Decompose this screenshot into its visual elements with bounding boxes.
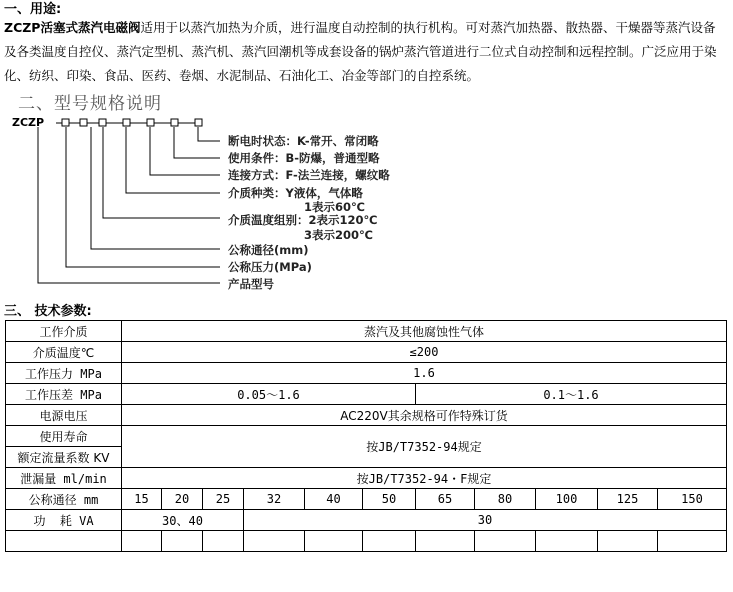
dn-cell: 80 bbox=[475, 489, 536, 510]
empty-cell bbox=[598, 531, 658, 552]
table-row bbox=[6, 510, 727, 531]
row-label-voltage: 电源电压 bbox=[6, 405, 122, 426]
table-row bbox=[6, 426, 727, 447]
value-power-b: 30 bbox=[244, 510, 727, 531]
table-row bbox=[6, 363, 727, 384]
dn-cell: 100 bbox=[536, 489, 598, 510]
empty-cell bbox=[162, 531, 203, 552]
table-row bbox=[6, 489, 727, 510]
row-label-medium: 工作介质 bbox=[6, 321, 122, 342]
dn-cell: 32 bbox=[244, 489, 305, 510]
row-label-leak: 泄漏量 ml/min bbox=[6, 468, 122, 489]
product-name: ZCZP活塞式蒸汽电磁阀 bbox=[4, 20, 141, 35]
value-temp: ≤200 bbox=[122, 342, 727, 363]
empty-cell bbox=[658, 531, 727, 552]
tech-params-heading: 三、 技术参数: bbox=[4, 304, 92, 319]
empty-cell bbox=[122, 531, 162, 552]
table-row bbox=[6, 321, 727, 342]
label-temp-1: 1表示60℃ bbox=[304, 200, 365, 214]
empty-cell bbox=[6, 531, 122, 552]
value-medium: 蒸汽及其他腐蚀性气体 bbox=[122, 321, 727, 342]
value-power-a: 30、40 bbox=[122, 510, 244, 531]
usage-heading: 一、用途: bbox=[4, 2, 62, 17]
value-leak: 按JB/T7352-94・F规定 bbox=[122, 468, 727, 489]
dn-cell: 40 bbox=[305, 489, 363, 510]
row-label-power: 功 耗 VA bbox=[6, 510, 122, 531]
dn-cell: 15 bbox=[122, 489, 162, 510]
row-label-diff: 工作压差 MPa bbox=[6, 384, 122, 405]
label-medium-type: 介质种类：Y液体，气体略 bbox=[228, 186, 363, 200]
empty-cell bbox=[363, 531, 416, 552]
dn-cell: 65 bbox=[416, 489, 475, 510]
dn-cell: 50 bbox=[363, 489, 416, 510]
label-product-model: 产品型号 bbox=[228, 277, 274, 291]
model-code: ZCZP bbox=[12, 116, 45, 129]
table-row bbox=[6, 405, 727, 426]
model-spec-heading: 二、型号规格说明 bbox=[18, 94, 162, 114]
label-connection: 连接方式：F-法兰连接，螺纹略 bbox=[228, 168, 390, 182]
empty-cell bbox=[536, 531, 598, 552]
dn-cell: 125 bbox=[598, 489, 658, 510]
label-nominal-pressure: 公称压力(MPa) bbox=[228, 260, 312, 274]
empty-cell bbox=[305, 531, 363, 552]
row-label-kv: 额定流量系数 KV bbox=[6, 447, 122, 468]
empty-cell bbox=[203, 531, 244, 552]
dn-cell: 20 bbox=[162, 489, 203, 510]
row-label-dn: 公称通径 mm bbox=[6, 489, 122, 510]
table-row bbox=[6, 531, 727, 552]
usage-text: 适用于以蒸汽加热为介质，进行温度自动控制的执行机构。可对蒸汽加热器、散热器、干燥器等蒸汽设备及各类温度自控仪、蒸汽定型机、蒸汽机、蒸汽回潮机等成套设备的锅炉蒸汽管道进行二位式自动控制和远程控制。广泛应用于染化、纺织、印染、食品、医药、卷烟、水泥制品、石油化工、冶金等部门的自控系统。 bbox=[4, 20, 717, 83]
dn-cell: 25 bbox=[203, 489, 244, 510]
label-usage-condition: 使用条件：B-防爆，普通型略 bbox=[228, 151, 380, 165]
value-diff-b: 0.1～1.6 bbox=[416, 384, 727, 405]
label-temp-3: 3表示200℃ bbox=[304, 228, 373, 242]
row-label-pressure: 工作压力 MPa bbox=[6, 363, 122, 384]
row-label-temp: 介质温度℃ bbox=[6, 342, 122, 363]
value-diff-a: 0.05～1.6 bbox=[122, 384, 416, 405]
label-nominal-diameter: 公称通径(mm) bbox=[228, 243, 309, 257]
empty-cell bbox=[416, 531, 475, 552]
row-label-life: 使用寿命 bbox=[6, 426, 122, 447]
table-row bbox=[6, 384, 727, 405]
label-power-off-state: 断电时状态：K-常开、常闭略 bbox=[228, 134, 379, 148]
value-pressure: 1.6 bbox=[122, 363, 727, 384]
empty-cell bbox=[244, 531, 305, 552]
tech-params-table bbox=[5, 320, 727, 552]
label-temp-group: 介质温度组别：2表示120℃ bbox=[228, 213, 378, 227]
value-voltage: AC220V其余规格可作特殊订货 bbox=[122, 405, 727, 426]
empty-cell bbox=[475, 531, 536, 552]
table-row bbox=[6, 468, 727, 489]
dn-cell: 150 bbox=[658, 489, 727, 510]
table-row bbox=[6, 342, 727, 363]
value-life-kv: 按JB/T7352-94规定 bbox=[122, 426, 727, 468]
